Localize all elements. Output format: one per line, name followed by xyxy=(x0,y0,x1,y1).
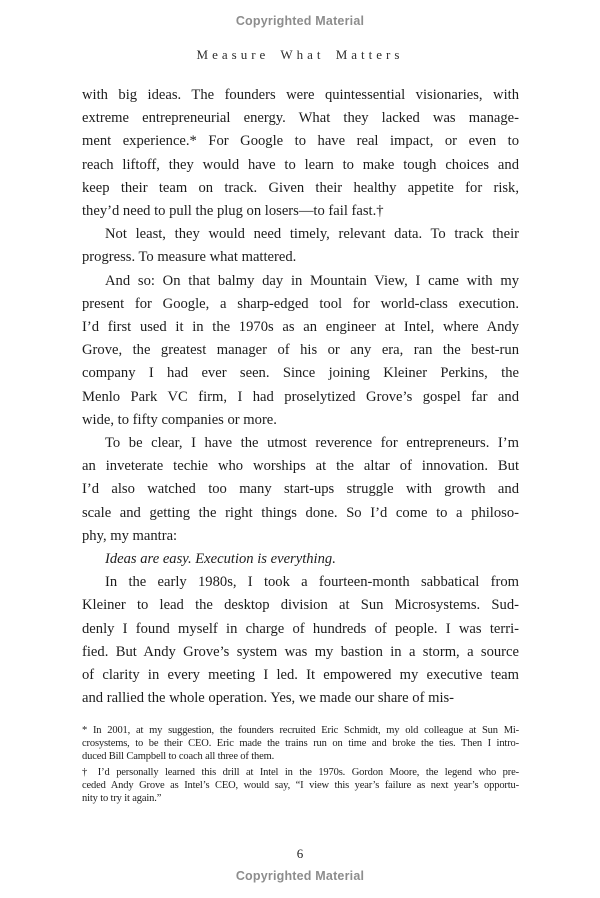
text-line: reach liftoff, they would have to learn to make tough choices and xyxy=(82,156,519,173)
text-line: fied. But Andy Grove’s system was my bastion in a storm, a source xyxy=(82,643,519,660)
text-line: To be clear, I have the utmost reverence for entrepreneurs. I’m xyxy=(105,435,519,452)
text-line: ceded Andy Grove as Intel’s CEO, would say, “I view this year’s failure as next year’s opportu- xyxy=(82,780,519,792)
text-line: they’d need to pull the plug on losers—to fail fast.† xyxy=(82,203,384,220)
page-number: 6 xyxy=(296,846,304,862)
text-line: an inveterate techie who worships at the altar of innovation. But xyxy=(82,458,519,475)
paragraph xyxy=(82,432,519,548)
text-line: Kleiner to lead the desktop division at Sun Microsystems. Sud- xyxy=(82,597,519,614)
text-line: † I’d personally learned this drill at Intel in the 1970s. Gordon Moore, the legend who pre- xyxy=(82,767,519,779)
text-line: Menlo Park VC firm, I had proselytized Grove’s gospel far and xyxy=(82,388,519,405)
text-line: company I had ever seen. Since joining Kleiner Perkins, the xyxy=(82,365,519,382)
text-line: phy, my mantra: xyxy=(82,527,178,544)
paragraph xyxy=(82,84,519,223)
text-line: I’d first used it in the 1970s as an engineer at Intel, where Andy xyxy=(82,319,519,336)
text-line: progress. To measure what mattered. xyxy=(82,249,297,266)
text-line: with big ideas. The founders were quintessential visionaries, with xyxy=(82,87,519,103)
text-line: And so: On that balmy day in Mountain View, I came with my xyxy=(105,272,519,289)
text-line: present for Google, a sharp-edged tool for world-class execution. xyxy=(82,295,519,312)
text-line: I’d also watched too many start-ups struggle with growth and xyxy=(82,481,519,498)
copyright-notice-top: Copyrighted Material xyxy=(235,14,365,28)
text-line: scale and getting the right things done. So I’d come to a philoso- xyxy=(82,504,519,521)
text-line: Not least, they would need timely, relevant data. To track their xyxy=(105,226,519,243)
text-line: extreme entrepreneurial energy. What they lacked was manage- xyxy=(82,110,519,127)
text-line: and rallied the whole operation. Yes, we made our share of mis- xyxy=(82,690,455,707)
paragraph xyxy=(82,548,519,571)
text-line: crosystems, to be their CEO. Eric made the trains run on time and broke the ties. Then I intro- xyxy=(82,738,519,750)
footnote xyxy=(82,724,519,763)
running-head: Measure What Matters xyxy=(196,47,404,62)
text-line: Grove, the greatest manager of his or any era, ran the best-run xyxy=(82,342,519,359)
paragraph xyxy=(82,571,519,710)
text-line: In the early 1980s, I took a fourteen-month sabbatical from xyxy=(105,574,519,591)
paragraph xyxy=(82,223,519,269)
text-line: keep their team on track. Given their healthy appetite for risk, xyxy=(82,179,519,196)
copyright-notice-bottom: Copyrighted Material xyxy=(235,869,365,884)
text-line: duced Bill Campbell to coach all three of them. xyxy=(82,751,275,763)
text-line: nity to try it again.” xyxy=(82,793,162,805)
text-line: Ideas are easy. Execution is everything. xyxy=(105,551,336,568)
text-line: * In 2001, at my suggestion, the founders recruited Eric Schmidt, my old colleague at Sun Mi- xyxy=(82,725,519,737)
text-line: of clarity in every meeting I led. It empowered my executive team xyxy=(82,667,519,684)
text-line: wide, to fifty companies or more. xyxy=(82,411,277,428)
body-text xyxy=(82,84,519,710)
text-line: denly I found myself in charge of hundreds of people. I was terri- xyxy=(82,620,519,637)
footnote xyxy=(82,766,519,805)
footnotes xyxy=(82,724,519,805)
text-line: ment experience.* For Google to have real impact, or even to xyxy=(82,133,519,150)
paragraph xyxy=(82,270,519,432)
